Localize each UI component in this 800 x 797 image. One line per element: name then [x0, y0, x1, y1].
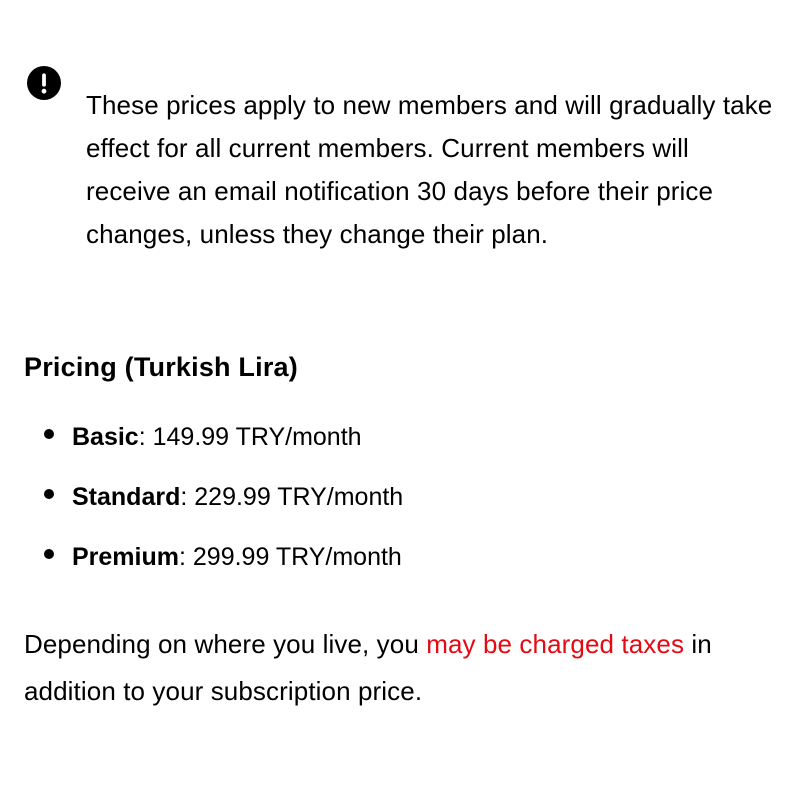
plan-separator: : [178, 543, 193, 571]
taxes-link[interactable]: may be charged taxes [426, 629, 685, 659]
bullet-icon [44, 549, 54, 559]
tax-footnote-before: Depending on where you live, you [24, 629, 427, 659]
plan-price: 149.99 TRY/month [152, 423, 362, 451]
list-item [24, 421, 776, 453]
page-title: Pricing (Turkish Lira) [24, 352, 298, 382]
list-item [24, 541, 776, 573]
tax-footnote-after: in addition to your subscription price. [24, 629, 712, 706]
pricing-list [24, 421, 776, 573]
price-notice [24, 58, 776, 282]
bullet-icon [44, 489, 54, 499]
plan-separator: : [180, 483, 195, 511]
price-notice-text: These prices apply to new members and will gradually take effect for all current members. Current members will receive an email notification 30 days before their price changes, unless they change their plan. [86, 90, 773, 249]
bullet-icon [44, 429, 54, 439]
exclamation-circle-icon [27, 66, 61, 100]
plan-separator: : [138, 423, 153, 451]
plan-name: Basic [72, 423, 139, 451]
plan-price: 229.99 TRY/month [194, 483, 404, 511]
list-item [24, 481, 776, 513]
plan-name: Premium [72, 543, 179, 571]
plan-price: 299.99 TRY/month [192, 543, 402, 571]
plan-name: Standard [72, 483, 181, 511]
tax-footnote [24, 621, 776, 715]
